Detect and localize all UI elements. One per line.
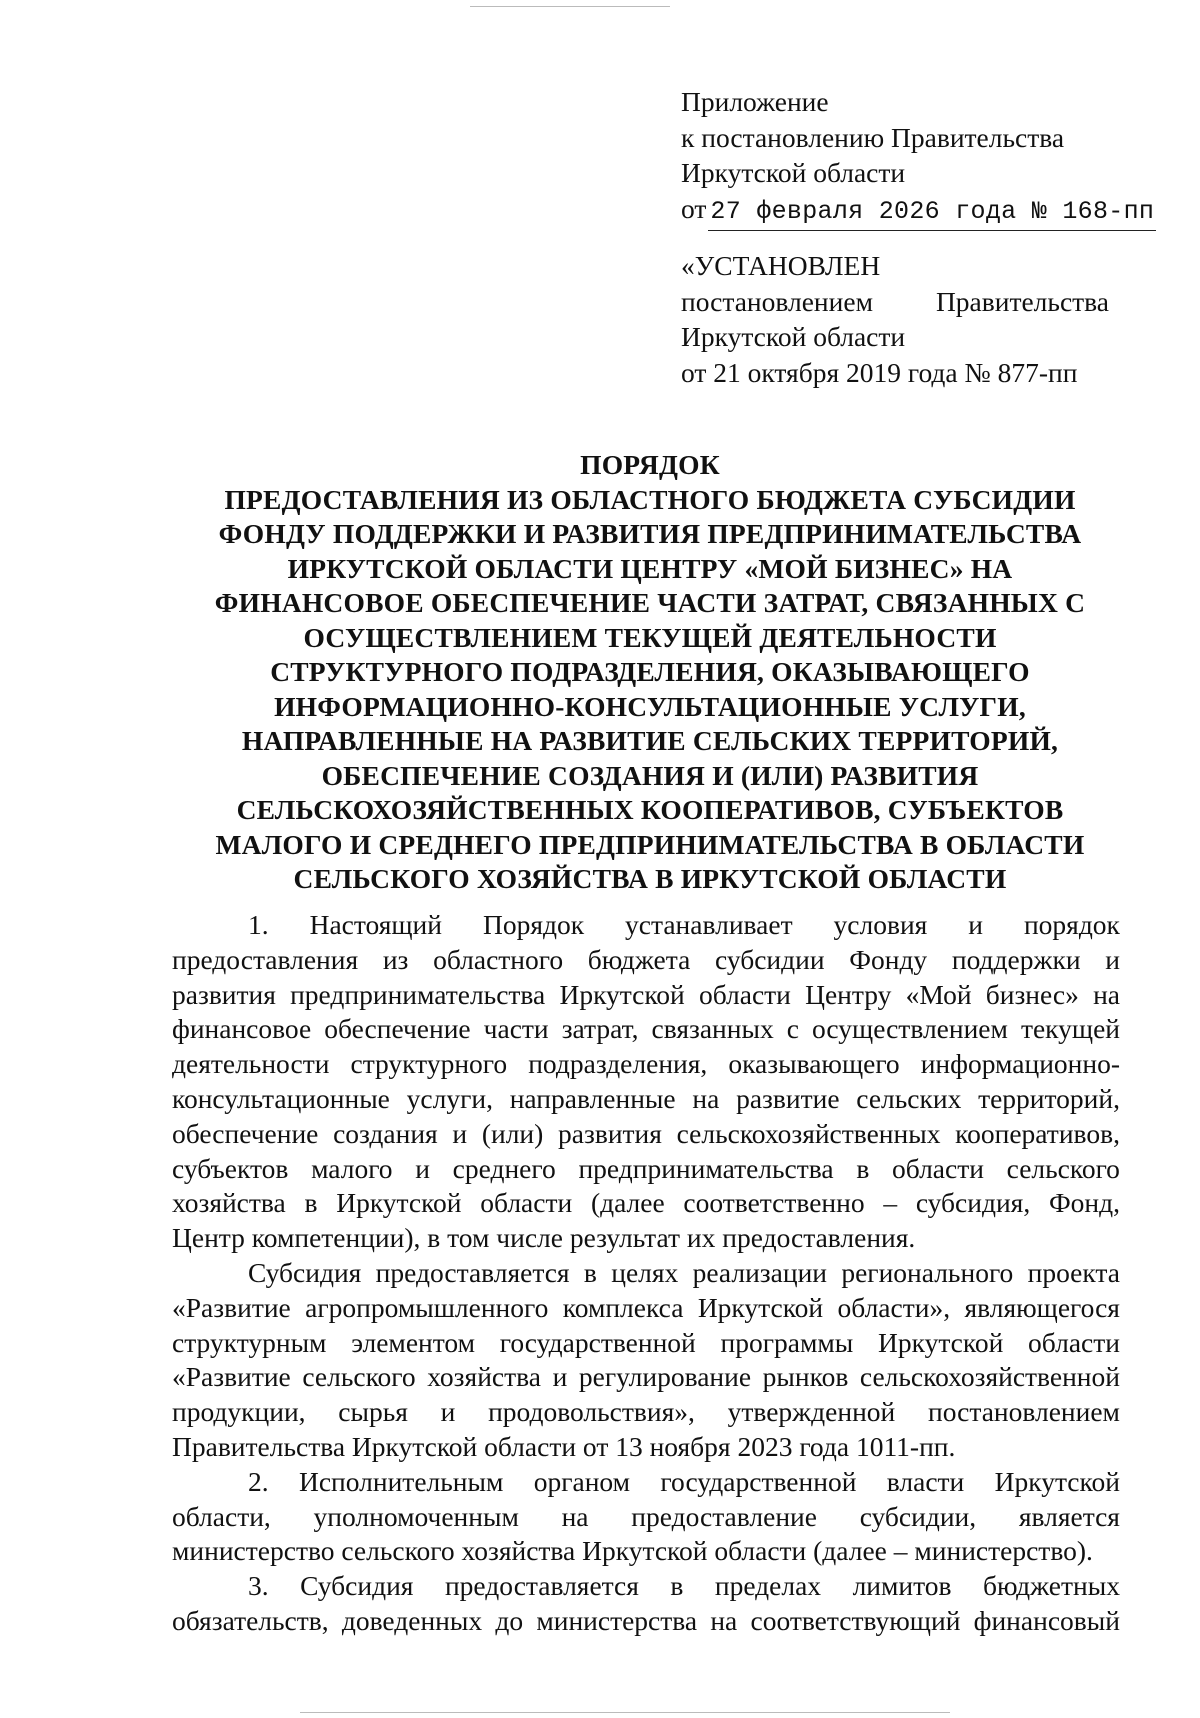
word: на bbox=[692, 1082, 720, 1114]
word: регионального bbox=[841, 1256, 1014, 1288]
word: агропромышленного bbox=[305, 1291, 549, 1323]
document-body bbox=[172, 908, 1120, 1639]
word: осуществлением bbox=[812, 1013, 1008, 1045]
word: бизнес» bbox=[985, 978, 1079, 1010]
word: государственной bbox=[499, 1326, 696, 1358]
word: области bbox=[698, 978, 791, 1010]
word: (или) bbox=[481, 1117, 544, 1149]
word: министерства bbox=[536, 1604, 698, 1636]
word: реализации bbox=[692, 1256, 828, 1288]
word: Иркутской bbox=[697, 1291, 824, 1323]
paragraph-1-line bbox=[172, 1152, 1120, 1187]
word: уполномоченным bbox=[313, 1500, 519, 1532]
word: обеспечение bbox=[172, 1117, 319, 1149]
word: «Развитие bbox=[172, 1361, 291, 1393]
word: субсидия, bbox=[915, 1187, 1031, 1219]
word: предпринимательства bbox=[290, 978, 546, 1010]
word: проекта bbox=[1027, 1256, 1120, 1288]
word: информационно- bbox=[920, 1048, 1120, 1080]
paragraph-2-line bbox=[172, 1326, 1120, 1361]
word: Порядок bbox=[482, 909, 585, 940]
word: сельских bbox=[856, 1082, 962, 1114]
word: подразделения, bbox=[528, 1048, 708, 1080]
word: и bbox=[968, 909, 983, 940]
word: порядок bbox=[1023, 909, 1120, 940]
word: финансовый bbox=[973, 1604, 1120, 1636]
paragraph-3-first-line bbox=[172, 1465, 1120, 1500]
word: на bbox=[710, 1604, 738, 1636]
word: обязательств, bbox=[172, 1604, 329, 1636]
word: области», bbox=[837, 1291, 951, 1323]
title-line: СТРУКТУРНОГО ПОДРАЗДЕЛЕНИЯ, ОКАЗЫВАЮЩЕГО bbox=[270, 656, 1030, 687]
word: «Развитие bbox=[172, 1291, 291, 1323]
word: в bbox=[856, 1152, 870, 1184]
line-text: Правительства Иркутской области от 13 ноября 2023 года 1011-пп. bbox=[172, 1430, 956, 1462]
title-line: ФОНДУ ПОДДЕРЖКИ И РАЗВИТИЯ ПРЕДПРИНИМАТЕЛЬСТВА bbox=[218, 518, 1082, 549]
word: из bbox=[382, 943, 409, 975]
title-line: МАЛОГО И СРЕДНЕГО ПРЕДПРИНИМАТЕЛЬСТВА В ОБЛАСТИ bbox=[215, 828, 1085, 860]
paragraph-4-line bbox=[172, 1604, 1120, 1639]
paragraph-2-line bbox=[172, 1360, 1120, 1395]
word: (далее bbox=[590, 1187, 665, 1219]
word: обеспечение bbox=[324, 1013, 471, 1045]
word: продовольствия», bbox=[488, 1396, 695, 1428]
paragraph-2-line bbox=[172, 1291, 1120, 1326]
word: доведенных bbox=[341, 1604, 483, 1636]
title-line: НАПРАВЛЕННЫЕ НА РАЗВИТИЕ СЕЛЬСКИХ ТЕРРИТОРИЙ, bbox=[241, 725, 1059, 756]
word: малого bbox=[311, 1152, 393, 1184]
word: консультационные bbox=[172, 1082, 390, 1114]
paragraph-1-line bbox=[172, 1012, 1120, 1047]
word: субсидии bbox=[715, 943, 825, 975]
title-line: ПОРЯДОК bbox=[580, 449, 720, 480]
word: 2. bbox=[248, 1465, 269, 1497]
title-line: ОБЕСПЕЧЕНИЕ СОЗДАНИЯ И (ИЛИ) РАЗВИТИЯ bbox=[321, 759, 979, 791]
word: развитие bbox=[736, 1082, 840, 1114]
established-block bbox=[681, 248, 1109, 390]
word: постановлением bbox=[927, 1396, 1120, 1428]
word: предоставляется bbox=[444, 1570, 639, 1602]
word: «Мой bbox=[905, 978, 972, 1010]
word: бюджетных bbox=[983, 1570, 1120, 1602]
word: в bbox=[670, 1570, 684, 1602]
word: на bbox=[1093, 978, 1120, 1010]
appendix-region: Иркутской области bbox=[681, 157, 906, 188]
word: Иркутской bbox=[877, 1326, 1004, 1358]
word: и bbox=[415, 1152, 430, 1184]
word: продукции, bbox=[172, 1396, 306, 1428]
word: сельского bbox=[1006, 1152, 1120, 1184]
word: Иркутской bbox=[994, 1465, 1120, 1497]
word: сырья bbox=[338, 1396, 408, 1428]
paragraph-1-line bbox=[172, 978, 1120, 1013]
word: кооперативов, bbox=[955, 1117, 1120, 1149]
word: соответствующий bbox=[750, 1604, 961, 1636]
word: финансовое bbox=[172, 1013, 312, 1045]
paragraph-1-line bbox=[172, 1117, 1120, 1152]
word: является bbox=[1018, 1500, 1120, 1532]
paragraph-2-last-line bbox=[172, 1430, 1120, 1465]
word: хозяйства bbox=[427, 1361, 541, 1393]
established-by-word: постановлением bbox=[681, 285, 873, 317]
paragraph-1-first-line bbox=[172, 908, 1120, 943]
word: предоставления bbox=[172, 943, 359, 975]
word: государственной bbox=[660, 1465, 857, 1497]
title-line: ФИНАНСОВОЕ ОБЕСПЕЧЕНИЕ ЧАСТИ ЗАТРАТ, СВЯЗАННЫХ С bbox=[214, 587, 1086, 618]
word: соответственно bbox=[683, 1187, 865, 1219]
established-region: Иркутской области bbox=[681, 321, 906, 352]
word: структурного bbox=[350, 1048, 508, 1080]
line-text: Центр компетенции), в том числе результат их предоставления. bbox=[172, 1222, 916, 1254]
word: затрат, bbox=[561, 1013, 639, 1045]
word: до bbox=[495, 1604, 524, 1636]
appendix-date-line bbox=[681, 191, 1155, 232]
word: утвержденной bbox=[727, 1396, 896, 1428]
word: с bbox=[786, 1013, 799, 1045]
word: являющегося bbox=[964, 1291, 1120, 1323]
word: Субсидия bbox=[248, 1256, 362, 1288]
word: хозяйства bbox=[172, 1187, 286, 1219]
word: в bbox=[304, 1187, 318, 1219]
word: части bbox=[483, 1013, 549, 1045]
appendix-to-resolution: к постановлению Правительства bbox=[681, 121, 1065, 153]
word: среднего bbox=[452, 1152, 556, 1184]
word: целях bbox=[611, 1256, 679, 1288]
word: поддержки bbox=[951, 943, 1081, 975]
word: и bbox=[1105, 943, 1120, 975]
paragraph-2-first-line bbox=[172, 1256, 1120, 1291]
title-line: ИНФОРМАЦИОННО-КОНСУЛЬТАЦИОННЫЕ УСЛУГИ, bbox=[274, 690, 1026, 722]
word: Иркутской bbox=[559, 978, 685, 1010]
established-by-line bbox=[681, 284, 1109, 320]
word: Фонд, bbox=[1048, 1187, 1120, 1219]
word: области bbox=[480, 1187, 573, 1219]
scan-artifact-bottom bbox=[300, 1712, 950, 1713]
title-line: СЕЛЬСКОГО ХОЗЯЙСТВА В ИРКУТСКОЙ ОБЛАСТИ bbox=[293, 863, 1007, 894]
word: пределах bbox=[714, 1570, 822, 1602]
appendix-header bbox=[681, 84, 1155, 231]
word: – bbox=[883, 1187, 898, 1219]
word: развития bbox=[558, 1117, 662, 1149]
word: 3. bbox=[248, 1570, 269, 1602]
word: субъектов bbox=[172, 1152, 289, 1184]
document-title bbox=[180, 448, 1120, 897]
word: предоставление bbox=[631, 1500, 817, 1532]
paragraph-2-line bbox=[172, 1395, 1120, 1430]
word: и bbox=[552, 1361, 568, 1393]
word: в bbox=[583, 1256, 597, 1288]
established-date: от 21 октября 2019 года № 877-пп bbox=[681, 356, 1078, 388]
paragraph-4-first-line bbox=[172, 1569, 1120, 1604]
paragraph-3-line bbox=[172, 1500, 1120, 1535]
word: предпринимательства bbox=[578, 1152, 834, 1184]
line-text: министерство сельского хозяйства Иркутской области (далее – министерство). bbox=[172, 1535, 1093, 1567]
word: Фонду bbox=[849, 943, 928, 975]
word: развития bbox=[172, 978, 276, 1010]
word: регулирование bbox=[578, 1361, 752, 1393]
word: создания bbox=[333, 1117, 438, 1149]
paragraph-3-last-line bbox=[172, 1534, 1120, 1569]
scan-artifact-top bbox=[470, 6, 670, 7]
word: оказывающего bbox=[728, 1048, 900, 1080]
established-label: «УСТАНОВЛЕН bbox=[681, 250, 881, 281]
word: субсидии, bbox=[859, 1500, 977, 1532]
word: предоставляется bbox=[375, 1256, 570, 1288]
word: сельского bbox=[302, 1361, 416, 1393]
date-prefix: от bbox=[681, 192, 707, 224]
word: и bbox=[440, 1396, 456, 1428]
word: сельскохозяйственных bbox=[676, 1117, 941, 1149]
word: области bbox=[892, 1152, 984, 1184]
word: и bbox=[452, 1117, 468, 1149]
word: Иркутской bbox=[336, 1187, 462, 1219]
appendix-label: Приложение bbox=[681, 86, 829, 117]
paragraph-1-last-line bbox=[172, 1221, 1120, 1256]
word: рынков bbox=[762, 1361, 849, 1393]
word: лимитов bbox=[852, 1570, 952, 1602]
word: элементом bbox=[351, 1326, 476, 1358]
word: на bbox=[561, 1500, 589, 1532]
word: деятельности bbox=[172, 1048, 330, 1080]
word: органом bbox=[533, 1465, 631, 1497]
paragraph-1-line bbox=[172, 1047, 1120, 1082]
title-line: ОСУЩЕСТВЛЕНИЕМ ТЕКУЩЕЙ ДЕЯТЕЛЬНОСТИ bbox=[303, 621, 997, 653]
paragraph-1-line bbox=[172, 1186, 1120, 1221]
title-line: СЕЛЬСКОХОЗЯЙСТВЕННЫХ КООПЕРАТИВОВ, СУБЪЕКТОВ bbox=[236, 794, 1064, 825]
word: бюджета bbox=[587, 943, 691, 975]
established-government-word: Правительства bbox=[935, 285, 1109, 317]
word: Настоящий bbox=[309, 909, 442, 940]
word: комплекса bbox=[562, 1291, 684, 1323]
word: области, bbox=[172, 1500, 271, 1532]
word: Субсидия bbox=[300, 1570, 414, 1602]
word: 1. bbox=[248, 909, 269, 940]
word: власти bbox=[886, 1465, 965, 1497]
word: направленные bbox=[509, 1082, 676, 1114]
word: условия bbox=[833, 909, 928, 940]
title-line: ПРЕДОСТАВЛЕНИЯ ИЗ ОБЛАСТНОГО БЮДЖЕТА СУБСИДИИ bbox=[224, 483, 1076, 515]
word: территорий, bbox=[978, 1082, 1120, 1114]
word: устанавливает bbox=[625, 909, 793, 940]
word: структурным bbox=[172, 1326, 327, 1358]
word: сельскохозяйственной bbox=[859, 1361, 1120, 1393]
word: Исполнительным bbox=[298, 1465, 504, 1497]
date-stamp: 27 февраля 2026 года № 168-пп bbox=[708, 194, 1156, 232]
word: услуги, bbox=[406, 1082, 493, 1114]
word: области bbox=[1028, 1326, 1120, 1358]
word: связанных bbox=[651, 1013, 774, 1045]
word: областного bbox=[433, 943, 564, 975]
title-line: ИРКУТСКОЙ ОБЛАСТИ ЦЕНТРУ «МОЙ БИЗНЕС» НА bbox=[287, 552, 1013, 584]
word: программы bbox=[720, 1326, 854, 1358]
word: Центру bbox=[805, 978, 892, 1010]
word: текущей bbox=[1020, 1013, 1120, 1045]
paragraph-1-line bbox=[172, 1082, 1120, 1117]
paragraph-1-line bbox=[172, 943, 1120, 978]
